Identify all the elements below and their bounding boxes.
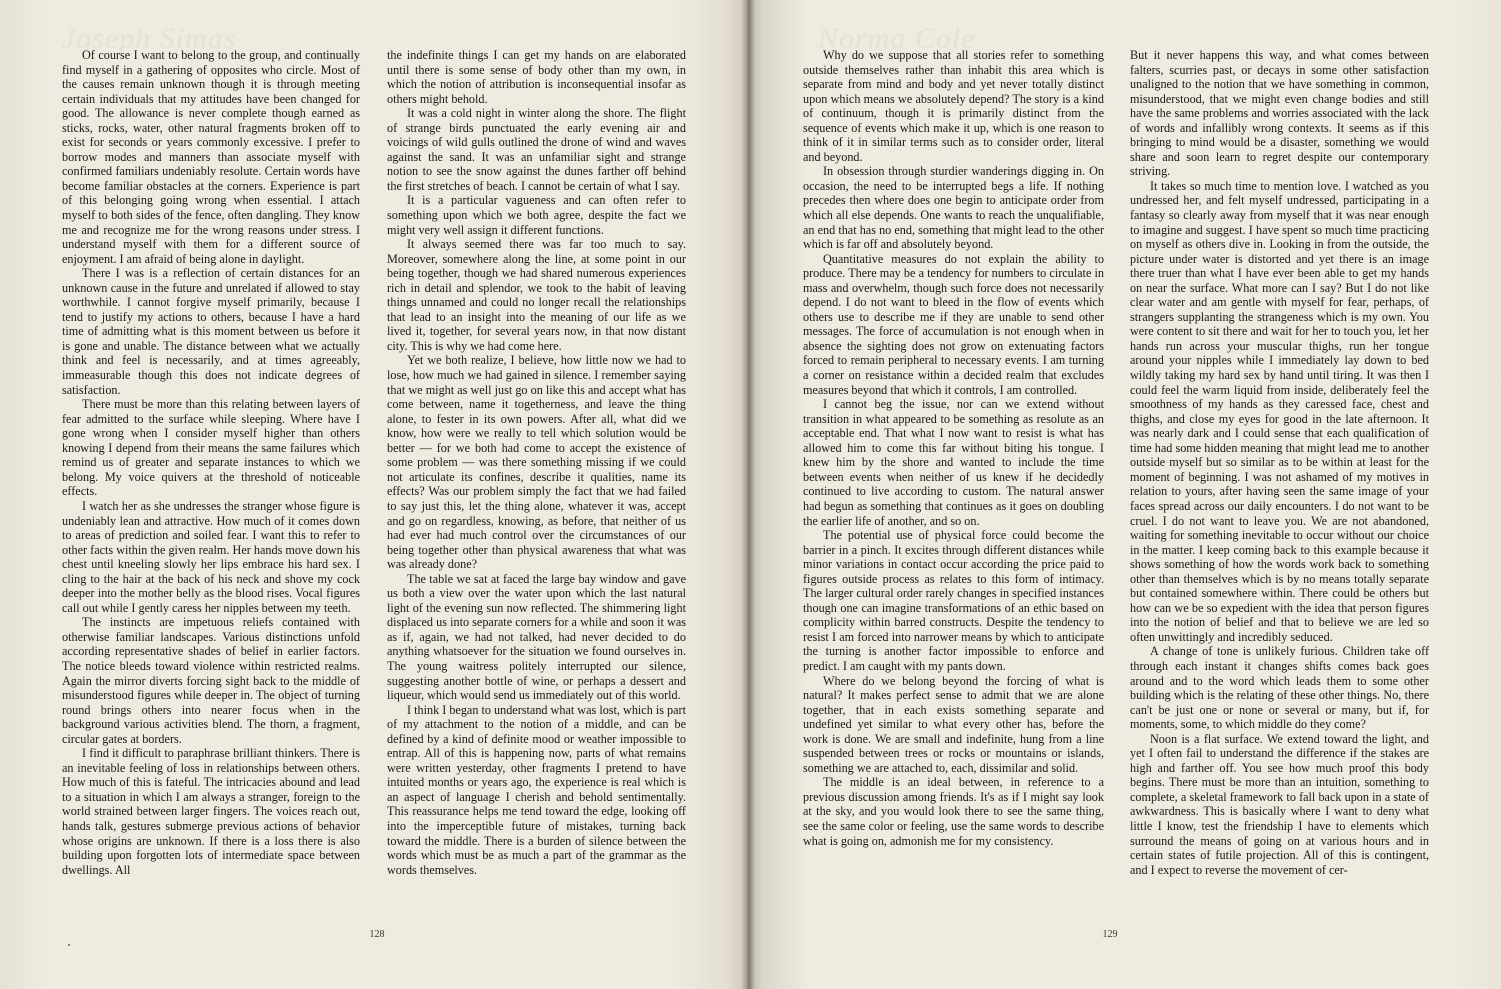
paragraph: I find it difficult to paraphrase brilliant thinkers. There is an inevitable feeling of loss in relationships between others. How much of this is fateful. The intricacies abound and lead to a situation in which I am always a stranger, foreign to the world strained between larger fingers. The voices reach out, hands talk, gestures submerge previous actions of behavior whose origins are unknown. If there is a loss there is also building upon forgotten lots of intermediate space between dwellings. All [62, 746, 360, 877]
paragraph: A change of tone is unlikely furious. Children take off through each instant it changes shifts comes back goes around and to the word which leads them to some other building which is the relating of these other things. No, there can't be just one or none or several or many, but if, for moments, some, to which middle do they come? [1130, 644, 1429, 732]
paragraph: I think I began to understand what was lost, which is part of my attachment to the notion of a middle, and can be defined by a kind of definite mood or weather impossible to entrap. All of this is happening now, parts of what remains were written yesterday, other fragments I pretend to have intuited months or years ago, the experience is real which is an aspect of language I cherish and behold sentimentally. This reassurance helps me tend toward the edge, looking off into the imperceptible future of mistakes, turning back toward the middle. There is a burden of silence between the words which must be as much a part of the grammar as the words themselves. [387, 702, 686, 877]
paragraph: The instincts are impetuous reliefs contained with otherwise familiar landscapes. Various distinctions unfold according representative shades of belief in earlier factors. The notice bleeds toward violence within restricted realms. Again the mirror diverts forcing sight back to the middle of misunderstood figures while deeper in. The object of turning round brings others into nearer focus when in the background various activities blend. The thorn, a fragment, circular gates at borders. [62, 615, 360, 746]
paragraph: There must be more than this relating between layers of fear admitted to the surface while sleeping. Where have I gone wrong when I consider myself higher than others knowing I depend from their means the same failures which remind us of greater and separate instances to which we belong. My voice quivers at the threshold of noticeable effects. [62, 397, 360, 499]
paragraph: The potential use of physical force could become the barrier in a pinch. It excites through different distances while minor variations in contact occur according the price paid to figures outside process as relates to this form of intimacy. The larger cultural order rarely changes in specified instances though one can imagine transformations of an ethic based on complicity within barred constructs. Despite the tendency to resist I am forced into narrower means by which to anticipate the turning is another factor impossible to enforce and predict. I am caught with my pants down. [803, 528, 1104, 673]
right-page [748, 0, 1501, 989]
paragraph: The table we sat at faced the large bay window and gave us both a view over the water upon which the last natural light of the evening sun now reflected. The shimmering light displaced us into separate corners for a while and soon it was as if, again, we had not talked, had never decided to do anything whatsoever for the situation we found ourselves in. The young waitress politely interrupted our silence, suggesting another bottle of wine, or perhaps a dessert and liqueur, which would send us immediately out of this world. [387, 571, 686, 703]
paragraph: It takes so much time to mention love. I watched as you undressed her, and felt myself undressed, participating in a fantasy so clearly away from myself that it was near enough to imagine and suggest. I have spent so much time practicing on myself as others dive in. Looking in from the outside, the picture under water is distorted and yet there is an image there truer than what I have ever been able to get my hands on near the surface. What more can I say? But I do not like clear water and am gentle with myself for fear, perhaps, of strangers supplanting the strangeness which is my own. You were content to sit there and wait for her to touch you, let her hands run across your muscular thighs, run her tongue around your nipples while I immediately lay down to bed wildly taking my hard sex by hand until tiring. It was then I could feel the warm liquid from inside, deliberately feel the smoothness of my hands as they caressed face, chest and thighs, and close my eyes for good in the late afternoon. It was nearly dark and I could sense that each qualification of time had some hidden meaning that might lead me to another outside myself but so similar as to be within at least for the moment of beginning. I was not ashamed of my motives in relation to yours, after having seen the same image of your faces spread across our daily encounters. I do not want to be cruel. I do not want to leave you. We are not abandoned, waiting for something inevitable to occur without our choice in the matter. I keep coming back to this example because it shows something of how the words work back to something other than themselves which is by no means totally separate but contained somewhere within. There could be others but how can we be so expedient with the idea that person figures into the notion of belief and that to believe we are led so often unwittingly and incredibly seduced. [1130, 178, 1429, 644]
paragraph: The middle is an ideal between, in reference to a previous discussion among friends. It's as if I might say look at the sky, and you would look there to see the same thing, see the same color or feeling, use the same words to describe what is going on, admonish me for my consistency. [803, 775, 1104, 848]
right-page-column-2 [1130, 48, 1429, 877]
left-page-column-2 [387, 48, 686, 877]
paragraph: Of course I want to belong to the group, and continually find myself in a gathering of opposites who circle. Most of the causes remain unknown though it is through meeting certain individuals that my attitudes have been changed for good. The allowance is never complete though earned as sticks, rocks, water, other natural fragments broken off to exist for seconds or years commonly excessive. I prefer to borrow modes and manners than associate myself with confirmed familiars undeniably resolute. Certain words have become familiar obstacles at the corners. Experience is part of this belonging going wrong when essential. I attach myself to both sides of the fence, often dangling. They know me and recognize me for the wrong reasons under stress. I understand myself with them for a different source of enjoyment. I am afraid of being alone in daylight. [62, 48, 360, 266]
paragraph: It is a particular vagueness and can often refer to something upon which we both agree, despite the fact we might very well assign it different functions. [387, 193, 686, 237]
page-number-left: 128 [369, 929, 385, 940]
paragraph: Why do we suppose that all stories refer to something outside themselves rather than inhabit this area which is separate from mind and body and yet never totally distinct upon which means we absolutely depend? The story is a kind of continuum, though it is primarily distinct from the sequence of events which make it up, which is one reason to think of it in similar terms such as to consider order, literal and beyond. [803, 48, 1104, 164]
left-page-column-1 [62, 48, 360, 877]
paragraph: I cannot beg the issue, nor can we extend without transition in what appeared to be something as resolute as an acceptable end. That what I now want to resist is what has allowed him to come this far without biting his tongue. I knew him by the shore and wanted to include the time between events when neither of us knew if he decidedly continued to live according to custom. The natural answer had begun as something that continues as it goes on doubling the earlier life of another, and so on. [803, 397, 1104, 528]
paragraph: I watch her as she undresses the stranger whose figure is undeniably lean and attractive. How much of it comes down to areas of prediction and soiled fear. I want this to refer to other facts within the given realm. Her hands move down his chest until kneeling slowly her lips embrace his hard sex. I cling to the hair at the back of his neck and shove my cock deeper into the mother belly as the blood rises. Vocal figures call out while I gently caress her nipples between my teeth. [62, 498, 360, 615]
right-page-ghost-heading: Norma Cole [818, 22, 976, 55]
paragraph: But it never happens this way, and what comes between falters, scurries past, or decays in some other satisfaction unaligned to the notion that we have something in common, misunderstood, that we might even change bodies and still have the same problems and worries associated with the lack of words and infallibly wrong contexts. It seems as if this bringing to mind would be a disaster, something we would share and soon learn to regret despite our contemporary striving. [1130, 48, 1429, 179]
paragraph: In obsession through sturdier wanderings digging in. On occasion, the need to be interrupted begs a life. If nothing precedes then where does one begin to anticipate order from which all else depends. One wants to reach the unqualifiable, an end that has no end, something that might lead to the other which is far off and absolutely beyond. [803, 164, 1104, 252]
page-number-right: 129 [1102, 929, 1118, 940]
book-gutter [741, 0, 755, 989]
paragraph: There I was is a reflection of certain distances for an unknown cause in the future and unrelated if allowed to stay worthwhile. I cannot forgive myself primarily, because I tend to justify my actions to others, because I have a hard time of admitting what is this moment between us before it is gone and unable. The distance between what we actually think and feel is necessarily, and at times agreeably, immeasurable though this does not indicate degrees of satisfaction. [62, 266, 360, 397]
paragraph: It always seemed there was far too much to say. Moreover, somewhere along the line, at some point in our being together, though we had shared numerous experiences rich in detail and splendor, we took to the habit of leaving things unnamed and could no longer recall the relationships that lead to an insight into the meaning of our life as we lived it, together, for several years now, in that now distant city. This is why we had come here. [387, 237, 686, 353]
paragraph: Noon is a flat surface. We extend toward the light, and yet I often fail to understand the difference if the stakes are high and farther off. You see how much proof this body begins. There must be more than an intuition, something to complete, a skeletal framework to fall back upon in a state of awkwardness. This is basically where I want to deny what little I know, test the friendship I have to elements which surround the means of going on at various hours and in certain states of futile projection. All of this is contingent, and I expect to reverse the movement of cer- [1130, 731, 1429, 877]
paragraph: It was a cold night in winter along the shore. The flight of strange birds punctuated the early evening air and voicings of wild gulls outlined the drone of wind and waves against the sand. It was an unfamiliar sight and strange notion to see the snow against the dunes farther off behind the first stretches of beach. I cannot be certain of what I say. [387, 106, 686, 193]
paragraph: Where do we belong beyond the forcing of what is natural? It makes perfect sense to admit that we are alone together, that in each exists something separate and undefined yet similar to what every other has, before the work is done. We are small and indefinite, hung from a line suspended between trees or rocks or mountains or islands, something we are attached to, each, dissimilar and solid. [803, 673, 1104, 775]
left-page [0, 0, 748, 989]
paragraph: the indefinite things I can get my hands on are elaborated until there is some sense of body other than my own, in which the notion of attribution is inconsequential insofar as others might behold. [387, 48, 686, 106]
left-page-ghost-heading: Joseph Simas [62, 22, 237, 55]
paper-speck [68, 944, 70, 946]
right-page-column-1 [803, 48, 1104, 848]
paragraph: Yet we both realize, I believe, how little now we had to lose, how much we had gained in silence. I remember saying that we might as well just go on like this and accept what has come between, name it togetherness, and leave the thing alone, to fester in its own powers. After all, what did we know, how were we really to tell which solution would be better — for we both had come to accept the existence of some problem — was there something missing if we could not articulate its confines, describe it qualities, name its effects? Was our problem simply the fact that we had failed to say just this, let the thing alone, whatever it was, accept and go on regardless, knowing, as before, that neither of us had ever had much control over the circumstances of our being together other than physical awareness that what was was already done? [387, 353, 686, 572]
paragraph: Quantitative measures do not explain the ability to produce. There may be a tendency for numbers to circulate in mass and overwhelm, though such force does not necessarily depend. I do not want to bleed in the flow of events which others use to describe me if they are unable to send other messages. The force of accumulation is not enough when in absence the sighting does not grow on extenuating factors forced to remain peripheral to necessary events. I am turning a corner on resistance within a decided realm that excludes measures beyond that which it controls, I am controlled. [803, 251, 1104, 397]
